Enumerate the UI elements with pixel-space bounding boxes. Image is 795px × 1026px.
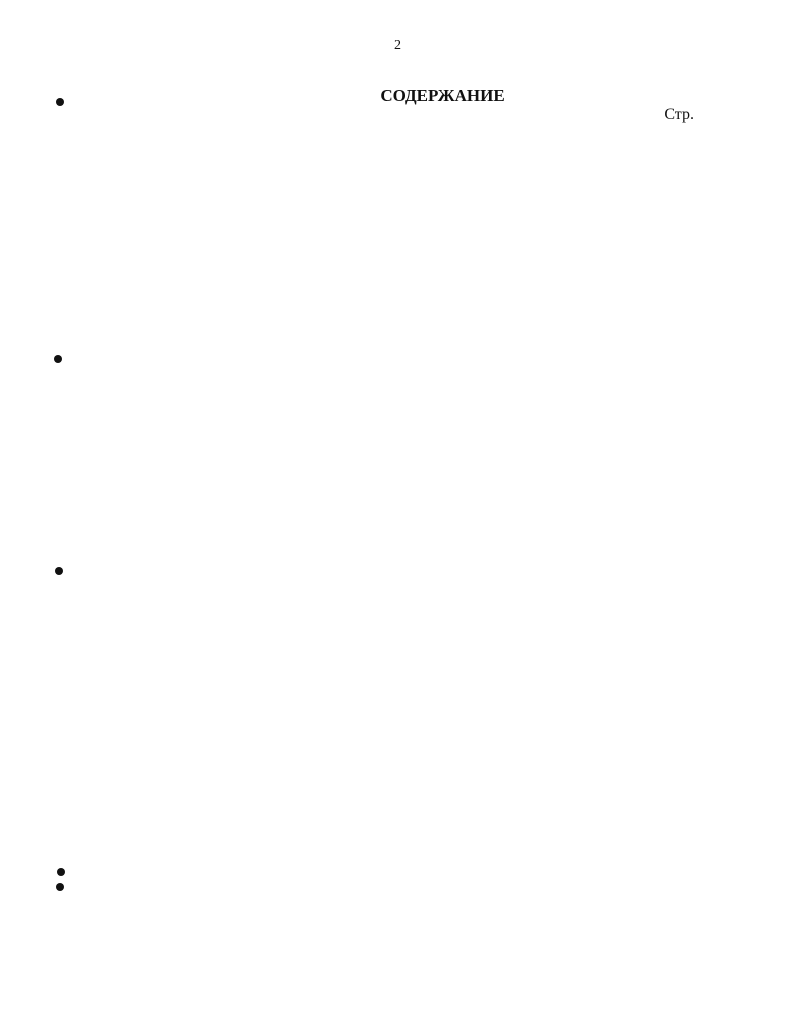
scan-mark <box>56 98 64 106</box>
page-column-label: Стр. <box>664 106 694 123</box>
page-number: 2 <box>394 38 401 53</box>
scan-mark <box>56 883 64 891</box>
scan-mark <box>54 355 62 363</box>
scan-mark <box>55 567 63 575</box>
page-title: СОДЕРЖАНИЕ <box>380 86 505 105</box>
scan-mark <box>57 868 65 876</box>
